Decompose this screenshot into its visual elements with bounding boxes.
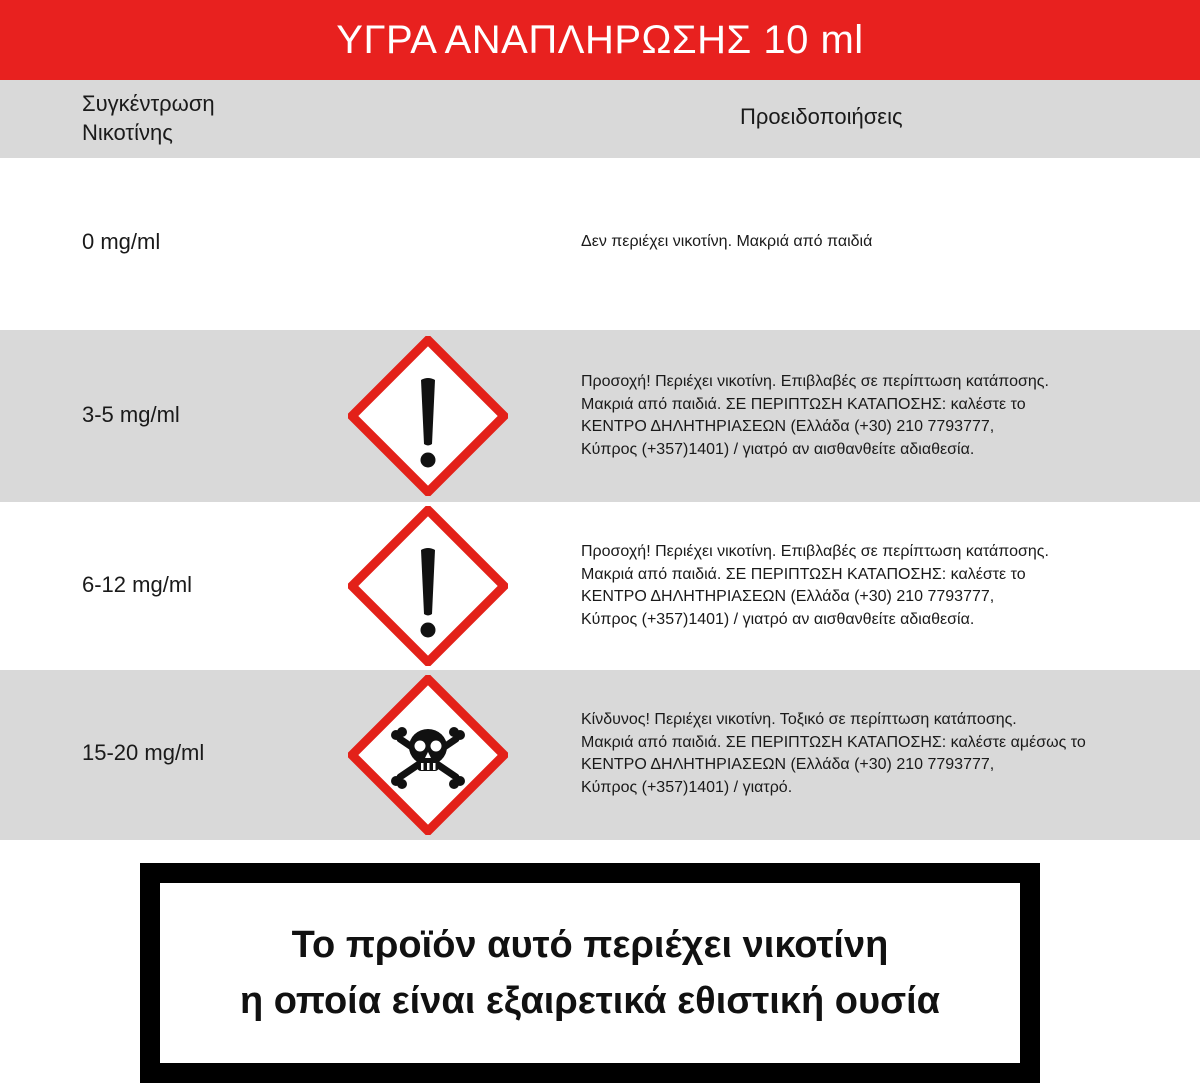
- concentration-value: 15-20 mg/ml: [82, 740, 205, 765]
- addiction-notice-box: [140, 863, 1040, 1083]
- page-title: [0, 0, 1200, 80]
- warning-text: Προσοχή! Περιέχει νικοτίνη. Επιβλαβές σε περίπτωση κατάποσης. Μακριά από παιδιά. ΣΕ ΠΕΡΙΠΤΩΣΗ ΚΑΤΑΠΟΣΗΣ: καλέστε το ΚΕΝΤΡΟ ΔΗΛΗΤΗΡΙΑΣΕΩΝ (Ελλάδα (+30) 210 7793777, Κύπρος (+357)1401) / γιατρό αν αισθανθείτε αδιαθεσία.: [581, 373, 1049, 458]
- table-header: [0, 80, 1200, 158]
- warning-text: Προσοχή! Περιέχει νικοτίνη. Επιβλαβές σε περίπτωση κατάποσης. Μακριά από παιδιά. ΣΕ ΠΕΡΙΠΤΩΣΗ ΚΑΤΑΠΟΣΗΣ: καλέστε το ΚΕΝΤΡΟ ΔΗΛΗΤΗΡΙΑΣΕΩΝ (Ελλάδα (+30) 210 7793777, Κύπρος (+357)1401) / γιατρό αν αισθανθείτε αδιαθεσία.: [581, 543, 1049, 628]
- concentration-value: 6-12 mg/ml: [82, 572, 193, 597]
- concentration-value: 0 mg/ml: [82, 229, 161, 254]
- addiction-notice-text: Το προϊόν αυτό περιέχει νικοτίνη η οποία είναι εξαιρετικά εθιστική ουσία: [239, 924, 940, 1022]
- warning-text: Δεν περιέχει νικοτίνη. Μακριά από παιδιά: [581, 233, 873, 250]
- table-row: [0, 330, 1200, 502]
- page-title-text: ΥΓΡΑ ΑΝΑΠΛΗΡΩΣΗΣ 10 ml: [336, 17, 864, 62]
- exclamation-mark-icon: [348, 336, 508, 496]
- concentration-value: 3-5 mg/ml: [82, 402, 180, 427]
- table-row: [0, 502, 1200, 670]
- skull-crossbones-icon: [348, 675, 508, 835]
- concentration-column-header: Συγκέντρωση Νικοτίνης: [82, 91, 215, 145]
- warnings-column-header: Προειδοποιήσεις: [740, 104, 903, 129]
- table-row: [0, 158, 1200, 330]
- exclamation-mark-icon: [348, 506, 508, 666]
- warning-text: Κίνδυνος! Περιέχει νικοτίνη. Τοξικό σε περίπτωση κατάποσης. Μακριά από παιδιά. ΣΕ ΠΕΡΙΠΤΩΣΗ ΚΑΤΑΠΟΣΗΣ: καλέστε αμέσως το ΚΕΝΤΡΟ ΔΗΛΗΤΗΡΙΑΣΕΩΝ (Ελλάδα (+30) 210 7793777, Κύπρος (+357)1401) / γιατρό.: [581, 711, 1086, 796]
- addiction-notice-inner: [160, 883, 1020, 1063]
- table-row: [0, 670, 1200, 840]
